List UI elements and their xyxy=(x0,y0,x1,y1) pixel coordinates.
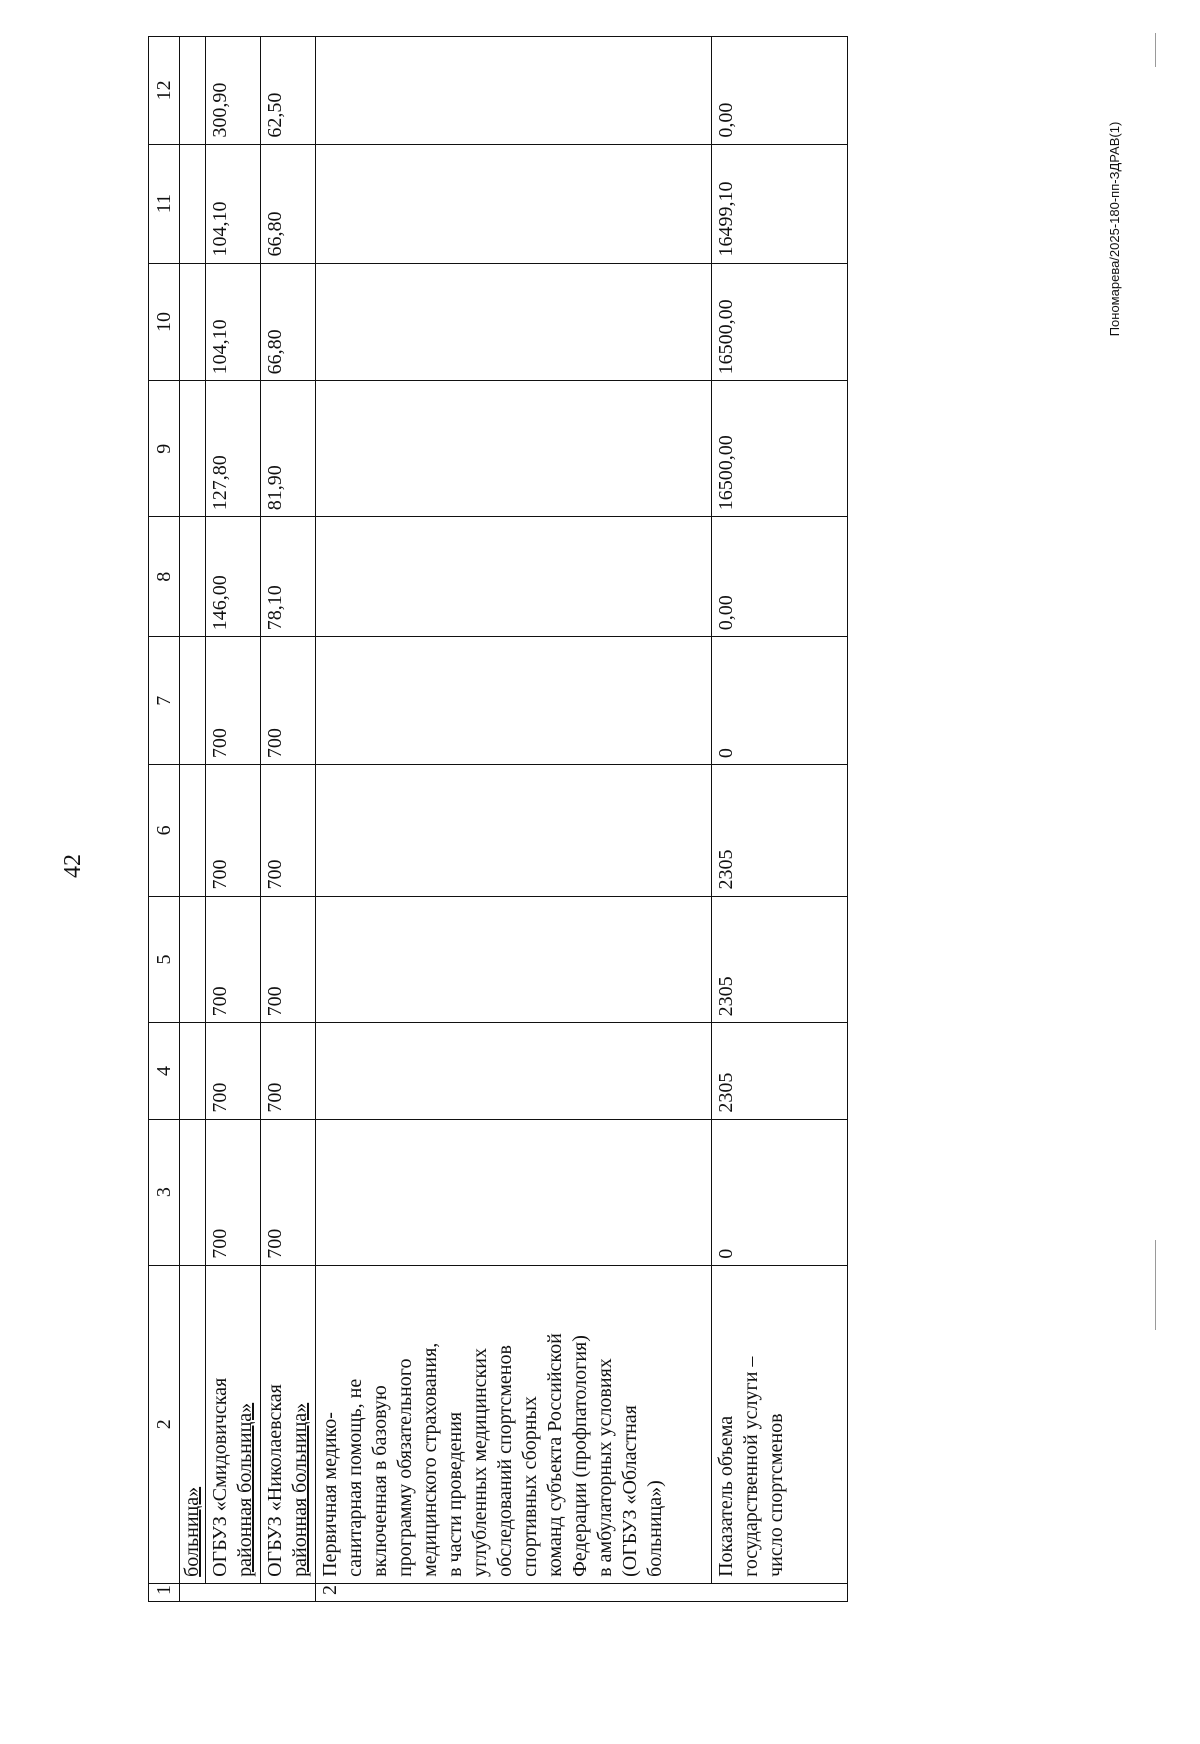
rotated-table-wrapper xyxy=(148,36,838,1602)
cell-name xyxy=(206,1265,261,1583)
cell-value: 700 xyxy=(206,896,261,1023)
cell-value: 2305 xyxy=(712,896,848,1023)
cell-value: 700 xyxy=(261,765,316,896)
table-row-continuation xyxy=(180,37,206,1602)
cell-empty xyxy=(180,1023,206,1119)
header-cell: 1 xyxy=(149,1583,180,1601)
cell-empty xyxy=(316,517,712,637)
name-line: больница» xyxy=(181,1486,203,1577)
header-cell: 2 xyxy=(149,1265,180,1583)
cell-empty xyxy=(180,144,206,263)
header-cell: 12 xyxy=(149,37,180,145)
table-row-nikolaevskaya xyxy=(261,37,316,1602)
table-row-section-2 xyxy=(316,37,712,1602)
cell-empty xyxy=(316,263,712,381)
cell-empty xyxy=(316,765,712,896)
header-cell: 6 xyxy=(149,765,180,896)
header-cell: 10 xyxy=(149,263,180,381)
table-header-row xyxy=(149,37,180,1602)
header-cell: 3 xyxy=(149,1119,180,1265)
cell-value: 104,10 xyxy=(206,144,261,263)
name-line: углубленных медицинских xyxy=(469,1348,491,1577)
cell-value: 146,00 xyxy=(206,517,261,637)
cell-empty xyxy=(180,1119,206,1265)
cell-value: 2305 xyxy=(712,1023,848,1119)
cell-value: 127,80 xyxy=(206,381,261,517)
name-line: Показатель объема xyxy=(715,1415,737,1577)
page-number: 42 xyxy=(60,854,86,878)
cell-value: 700 xyxy=(261,896,316,1023)
margin-line-top xyxy=(1155,33,1156,67)
cell-empty xyxy=(316,381,712,517)
cell-empty xyxy=(316,144,712,263)
name-line: Федерации (профпатология) xyxy=(569,1335,591,1577)
header-cell: 9 xyxy=(149,381,180,517)
cell-value: 700 xyxy=(206,637,261,765)
cell-empty xyxy=(180,896,206,1023)
name-line: в амбулаторных условиях xyxy=(594,1358,616,1577)
cell-empty xyxy=(180,1583,316,1601)
name-line: спортивных сборных xyxy=(519,1396,541,1577)
name-line: включенная в базовую xyxy=(369,1385,391,1577)
header-cell: 8 xyxy=(149,517,180,637)
cell-value: 62,50 xyxy=(261,37,316,145)
name-line: программу обязательного xyxy=(394,1358,416,1577)
name-line: число спортсменов xyxy=(765,1413,787,1577)
cell-empty xyxy=(316,1119,712,1265)
name-line: государственной услуги – xyxy=(740,1356,762,1577)
cell-value: 700 xyxy=(206,1023,261,1119)
cell-value: 81,90 xyxy=(261,381,316,517)
cell-empty xyxy=(180,637,206,765)
cell-value: 0,00 xyxy=(712,37,848,145)
cell-value: 16500,00 xyxy=(712,381,848,517)
cell-empty xyxy=(316,1023,712,1119)
cell-value: 300,90 xyxy=(206,37,261,145)
document-id: Пономарева/2025-180-пп-ЗДРАВ(1) xyxy=(1107,121,1122,337)
table-row-indicator xyxy=(712,37,848,1602)
name-line: ОГБУЗ «Николаевская xyxy=(264,1384,286,1577)
header-cell: 5 xyxy=(149,896,180,1023)
header-cell: 7 xyxy=(149,637,180,765)
cell-value: 0 xyxy=(712,637,848,765)
cell-value: 700 xyxy=(206,765,261,896)
table-row-smidovichskaya xyxy=(206,37,261,1602)
cell-value: 700 xyxy=(206,1119,261,1265)
cell-empty xyxy=(180,37,206,145)
name-line: районная больница» xyxy=(234,1402,256,1577)
cell-value: 66,80 xyxy=(261,144,316,263)
cell-name xyxy=(712,1265,848,1583)
cell-empty xyxy=(316,637,712,765)
name-line: (ОГБУЗ «Областная xyxy=(619,1405,641,1577)
data-table xyxy=(148,36,848,1602)
name-line: ОГБУЗ «Смидовичская xyxy=(209,1377,231,1577)
name-line: команд субъекта Российской xyxy=(544,1333,566,1577)
cell-empty xyxy=(180,263,206,381)
cell-empty xyxy=(180,381,206,517)
cell-value: 104,10 xyxy=(206,263,261,381)
cell-empty xyxy=(180,765,206,896)
cell-empty xyxy=(316,896,712,1023)
header-cell: 4 xyxy=(149,1023,180,1119)
name-line: санитарная помощь, не xyxy=(344,1378,366,1577)
margin-line-bottom xyxy=(1155,1240,1156,1330)
cell-name xyxy=(261,1265,316,1583)
cell-value: 16499,10 xyxy=(712,144,848,263)
cell-value: 78,10 xyxy=(261,517,316,637)
cell-value: 0 xyxy=(712,1119,848,1265)
header-cell: 11 xyxy=(149,144,180,263)
name-line: в части проведения xyxy=(444,1411,466,1577)
cell-value: 0,00 xyxy=(712,517,848,637)
cell-value: 66,80 xyxy=(261,263,316,381)
name-line: обследований спортсменов xyxy=(494,1345,516,1577)
cell-value: 700 xyxy=(261,1119,316,1265)
cell-empty xyxy=(316,37,712,145)
cell-value: 2305 xyxy=(712,765,848,896)
name-line: медицинского страхования, xyxy=(419,1342,441,1577)
cell-value: 700 xyxy=(261,1023,316,1119)
name-line: больница») xyxy=(644,1480,666,1577)
cell-row-number: 2 xyxy=(316,1583,848,1601)
cell-name xyxy=(316,1265,712,1583)
cell-name xyxy=(180,1265,206,1583)
name-line: районная больница» xyxy=(289,1402,311,1577)
cell-empty xyxy=(180,517,206,637)
cell-value: 16500,00 xyxy=(712,263,848,381)
name-line: Первичная медико- xyxy=(319,1412,341,1577)
cell-value: 700 xyxy=(261,637,316,765)
